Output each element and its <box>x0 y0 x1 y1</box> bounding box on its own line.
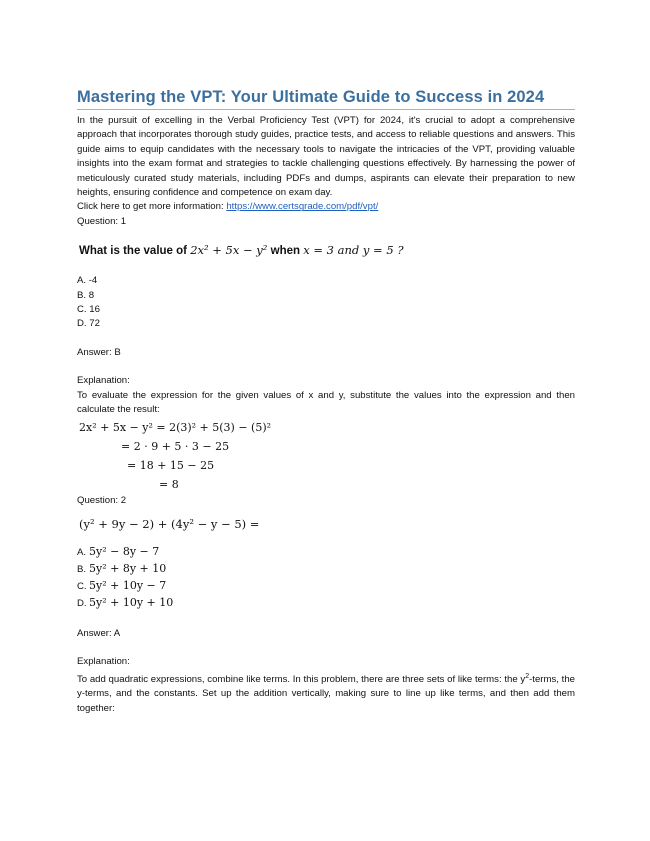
option-expression: 5y² + 10y + 10 <box>89 595 174 609</box>
page-title: Mastering the VPT: Your Ultimate Guide to Success in 2024 <box>77 88 575 110</box>
option-label: A. <box>77 546 87 558</box>
certsgrade-link[interactable]: https://www.certsgrade.com/pdf/vpt/ <box>226 201 379 213</box>
question-2-explanation-label: Explanation: <box>77 656 130 668</box>
option-c: C. 16 <box>77 304 100 316</box>
question-1-calculation <box>77 418 575 494</box>
document-page <box>77 88 575 716</box>
explanation-part-1: To add quadratic expressions, combine like terms. In this problem, there are three sets of like terms: the y <box>77 673 526 685</box>
question-1-answer: Answer: B <box>77 346 121 358</box>
option-b <box>77 562 575 579</box>
option-b: B. 8 <box>77 289 95 301</box>
link-prefix: Click here to get more information: <box>77 201 227 213</box>
superscript-2: 2 <box>525 672 530 680</box>
question-2-explanation <box>77 670 575 716</box>
option-d <box>77 596 575 613</box>
q1-condition: x = 3 and y = 5 ? <box>303 243 404 258</box>
option-label: C. <box>77 580 87 592</box>
question-1-text <box>77 243 575 257</box>
calc-step: = 2 · 9 + 5 · 3 − 25 <box>121 439 230 453</box>
question-2-expression: (y² + 9y − 2) + (4y² − y − 5) = <box>79 516 260 531</box>
option-a <box>77 545 575 562</box>
q1-expression: 2x² + 5x − y² <box>190 243 268 258</box>
calc-step: = 8 <box>159 477 179 491</box>
question-1-options <box>77 274 575 332</box>
question-2-answer: Answer: A <box>77 627 121 639</box>
option-d: D. 72 <box>77 318 100 330</box>
option-label: D. <box>77 597 87 609</box>
intro-paragraph: In the pursuit of excelling in the Verbal Proficiency Test (VPT) for 2024, it's crucial to adopt a comprehensive approach that incorporates thorough study guides, practice tests, and access to reliable questions and answers. This guide aims to equip candidates with the necessary tools to navigate the intricacies of the VPT, providing valuable insights into the exam format and strategies to tackle challenging questions effectively. By harnessing the power of meticulously curated study materials, including PDFs and dumps, aspirants can elevate their preparation to new heights, ensuring confidence and competence on exam day. <box>77 115 575 199</box>
q1-when: when <box>270 245 301 258</box>
question-1-explanation: To evaluate the expression for the given values of x and y, substitute the values into the expression and then calculate the result: <box>77 389 575 416</box>
option-expression: 5y² + 10y − 7 <box>89 578 167 592</box>
calc-step: = 18 + 15 − 25 <box>127 458 215 472</box>
option-a: A. -4 <box>77 275 98 287</box>
option-expression: 5y² − 8y − 7 <box>89 544 160 558</box>
more-info-line <box>77 200 575 214</box>
question-2-heading: Question: 2 <box>77 494 127 506</box>
option-label: B. <box>77 563 87 575</box>
q1-text-lead: What is the value of <box>79 245 187 258</box>
option-c <box>77 579 575 596</box>
question-1-explanation-label: Explanation: <box>77 375 130 387</box>
explanation-part-2: -terms, the y-terms, and the constants. Set up the addition vertically, making sure to line up like terms, and then add them together: <box>77 673 575 714</box>
question-1-heading: Question: 1 <box>77 215 127 227</box>
calc-step: 2x² + 5x − y² = 2(3)² + 5(3) − (5)² <box>79 420 272 434</box>
option-expression: 5y² + 8y + 10 <box>89 561 167 575</box>
question-2-options <box>77 545 575 613</box>
